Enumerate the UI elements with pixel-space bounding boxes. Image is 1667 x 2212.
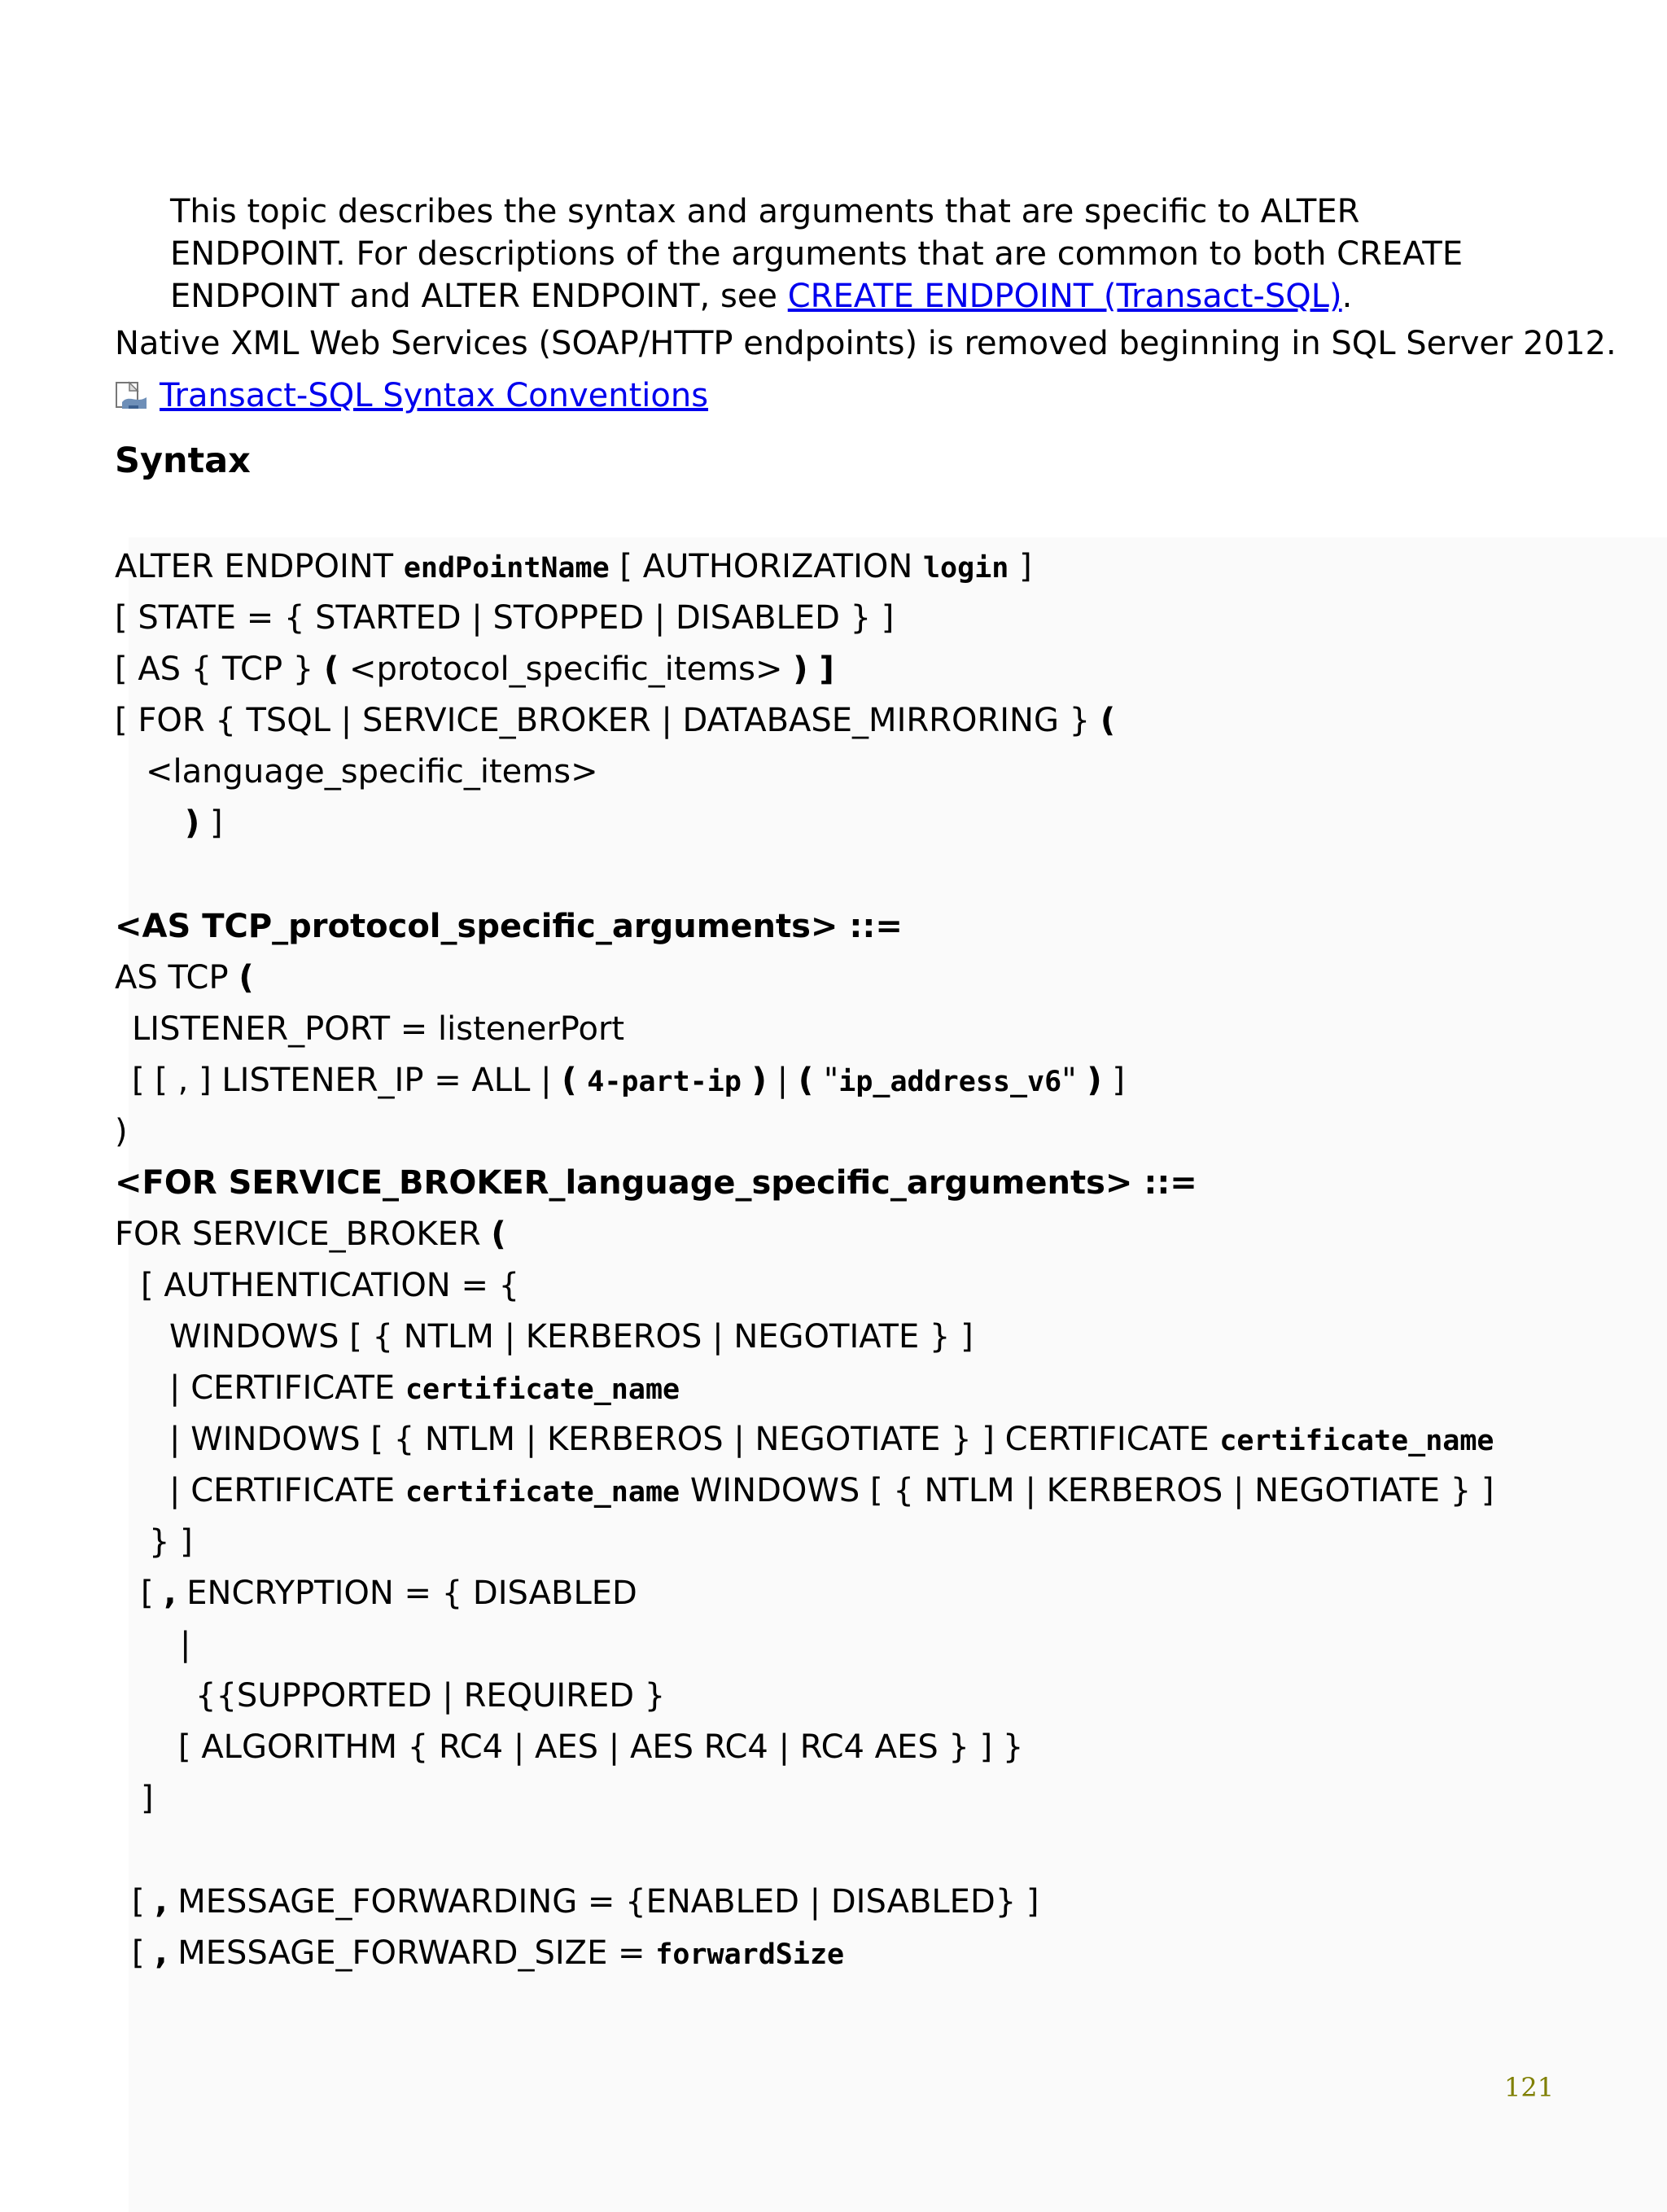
code-line-language-items: <language_specific_items> bbox=[146, 753, 598, 791]
code-line-close: ) ] bbox=[185, 804, 223, 842]
create-endpoint-link[interactable]: CREATE ENDPOINT (Transact-SQL) bbox=[787, 278, 1342, 315]
code-line-for-broker: FOR SERVICE_BROKER ( bbox=[115, 1216, 506, 1253]
code-line-certificate: | CERTIFICATE certificate_name bbox=[169, 1369, 680, 1407]
code-line-state: [ STATE = { STARTED | STOPPED | DISABLED } ] bbox=[115, 599, 895, 637]
code-line-forward-size: [ , MESSAGE_FORWARD_SIZE = forwardSize bbox=[132, 1934, 845, 1972]
code-line-auth-close: } ] bbox=[149, 1523, 193, 1561]
code-line-certificate-windows: | CERTIFICATE certificate_name WINDOWS [ { NTLM | KERBEROS | NEGOTIATE } ] bbox=[169, 1472, 1494, 1509]
code-line-authentication: [ AUTHENTICATION = { bbox=[141, 1267, 520, 1304]
code-line-paren: ) bbox=[115, 1113, 128, 1150]
code-line-supported: {{SUPPORTED | REQUIRED } bbox=[195, 1677, 666, 1715]
code-line-pipe: | bbox=[180, 1626, 191, 1663]
code-line-algorithm: [ ALGORITHM { RC4 | AES | AES RC4 | RC4 AES } ] } bbox=[178, 1728, 1024, 1766]
code-line-alter-endpoint: ALTER ENDPOINT endPointName [ AUTHORIZATION login ] bbox=[115, 548, 1032, 585]
syntax-conventions-link[interactable]: Transact-SQL Syntax Conventions bbox=[160, 377, 709, 414]
code-line-windows-certificate: | WINDOWS [ { NTLM | KERBEROS | NEGOTIATE } ] CERTIFICATE certificate_name bbox=[169, 1421, 1494, 1458]
code-line-message-forwarding: [ , MESSAGE_FORWARDING = {ENABLED | DISABLED} ] bbox=[132, 1883, 1039, 1921]
document-link-icon bbox=[114, 381, 150, 412]
code-line-as-tcp-open: AS TCP ( bbox=[115, 959, 254, 996]
intro-paragraph: This topic describes the syntax and arguments that are specific to ALTER ENDPOINT. For descriptions of the arguments that are common to both CREATE ENDPOINT and ALTER ENDPOINT, see CREATE ENDPOINT (Transact-SQL). bbox=[170, 193, 1464, 315]
tcp-arguments-heading: <AS TCP_protocol_specific_arguments> ::= bbox=[115, 908, 903, 945]
code-line-listener-ip: [ [ , ] LISTENER_IP = ALL | ( 4-part-ip ) | ( "ip_address_v6" ) ] bbox=[132, 1062, 1125, 1099]
code-line-encryption: [ , ENCRYPTION = { DISABLED bbox=[141, 1575, 637, 1612]
code-line-listener-port: LISTENER_PORT = listenerPort bbox=[132, 1010, 625, 1048]
syntax-heading: Syntax bbox=[115, 440, 251, 481]
code-line-windows: WINDOWS [ { NTLM | KERBEROS | NEGOTIATE } ] bbox=[169, 1318, 974, 1356]
page-number: 121 bbox=[1504, 2072, 1555, 2103]
service-broker-heading: <FOR SERVICE_BROKER_language_specific_arguments> ::= bbox=[115, 1164, 1197, 1202]
code-line-for: [ FOR { TSQL | SERVICE_BROKER | DATABASE_MIRRORING } ( bbox=[115, 702, 1116, 739]
code-line-as-tcp: [ AS { TCP } ( <protocol_specific_items> ) ] bbox=[115, 650, 834, 688]
removal-note: Native XML Web Services (SOAP/HTTP endpoints) is removed beginning in SQL Server 2012. bbox=[115, 325, 1617, 362]
code-line-encryption-close: ] bbox=[141, 1780, 154, 1817]
